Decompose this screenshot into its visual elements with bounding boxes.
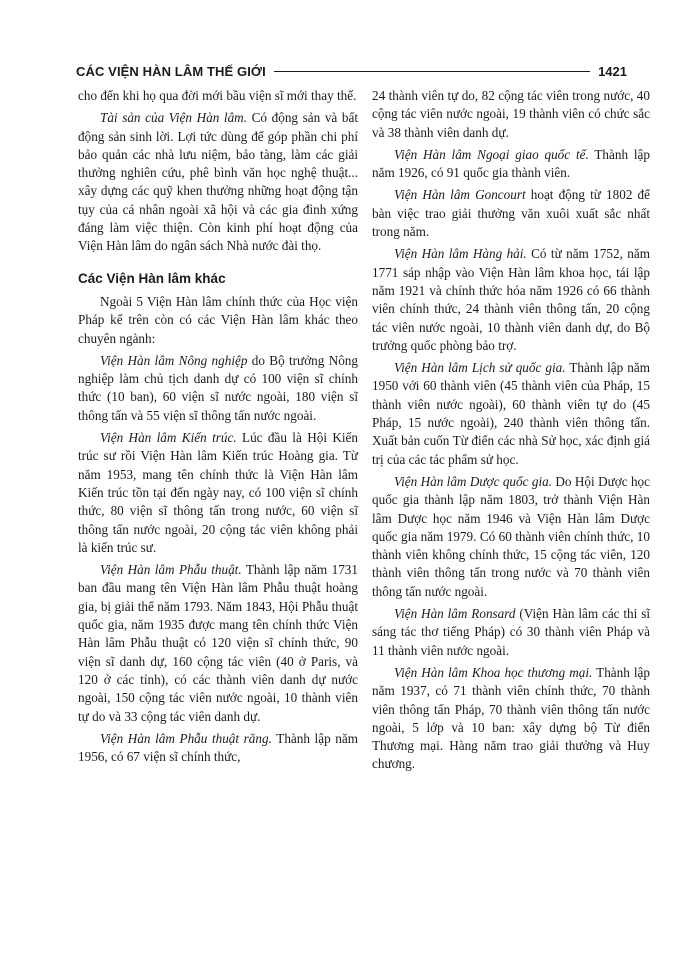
entry-title: Viện Hàn lâm Phẫu thuật răng. bbox=[100, 730, 272, 746]
header-rule bbox=[274, 71, 590, 72]
entry-agriculture bbox=[78, 352, 358, 425]
entry-pharmacy bbox=[372, 473, 650, 601]
entry-title: Viện Hàn lâm Dược quốc gia. bbox=[394, 473, 553, 489]
paragraph-text: Do Hội Dược học quốc gia thành lập năm 1803, trở thành Viện Hàn lâm Dược học năm 1946 và Viện Hàn lâm Dược quốc gia năm 1979. Có 60 thành viên chính thức, 10 thành viên không chính thức, 15 cộng tác viên, 120 thành viên thông tấn trong nước và 70 thành viên thông tấn nước ngoài. bbox=[372, 473, 651, 599]
entry-title: Viện Hàn lâm Lịch sử quốc gia. bbox=[394, 360, 566, 376]
running-title: CÁC VIỆN HÀN LÂM THẾ GIỚI bbox=[76, 63, 266, 79]
paragraph-text: do Bộ trưởng Nông nghiệp làm chủ tịch danh dự có 100 viện sĩ chính thức (10 ban), 60 viện sĩ nước ngoài, 180 viện sĩ thông tấn và 55 viện sĩ thông tấn nước ngoài. bbox=[78, 352, 358, 423]
paragraph-text: Thành lập năm 1926, có 91 quốc gia thành viên. bbox=[372, 146, 650, 181]
entry-surgery bbox=[78, 561, 358, 726]
entry-ronsard bbox=[372, 605, 650, 660]
paragraph-assets bbox=[78, 109, 358, 255]
paragraph-text: Thành lập năm 1937, có 71 thành viên chính thức, 70 thành viên thông tấn Pháp, 70 thành viên thông tấn nước ngoài, 5 lớp và 10 ban: xây dựng bộ Từ điển Thương mại. Hàng năm trao giải thưởng và Huy chương. bbox=[372, 664, 650, 772]
paragraph-text: 24 thành viên tự do, 82 cộng tác viên trong nước, 40 cộng tác viên nước ngoài, 19 thành viên có chức sắc và 38 thành viên danh dự. bbox=[372, 88, 650, 140]
entry-maritime bbox=[372, 245, 650, 355]
entry-title: Viện Hàn lâm Ngoại giao quốc tế. bbox=[394, 146, 589, 162]
entry-title: Viện Hàn lâm Hàng hải. bbox=[394, 246, 527, 262]
left-column bbox=[78, 87, 358, 770]
entry-dental-surgery bbox=[78, 730, 358, 767]
paragraph-text: Ngoài 5 Viện Hàn lâm chính thức của Học viện Pháp kể trên còn có các Viện Hàn lâm khác theo chuyên ngành: bbox=[78, 293, 358, 346]
paragraph-text: hoạt động từ 1802 để bàn việc trao giải thưởng văn xuôi xuất sắc nhất trong năm. bbox=[372, 187, 650, 240]
paragraph-continuation bbox=[78, 87, 358, 105]
right-column bbox=[372, 87, 650, 778]
entry-title: Viện Hàn lâm Ronsard bbox=[394, 606, 516, 622]
paragraph-text: Có từ năm 1752, năm 1771 sáp nhập vào Viện Hàn lâm khoa học, tái lập năm 1921 và chính thức hóa năm 1926 có 66 thành viên chính thức, 24 thành viên thông tấn, 20 cộng tác viên nước ngoài, 10 thành viên danh dự, do Bộ trưởng quốc phòng bảo trợ. bbox=[372, 246, 650, 353]
entry-architecture bbox=[78, 429, 358, 557]
entry-title: Viện Hàn lâm Kiến trúc. bbox=[100, 430, 237, 446]
paragraph-intro bbox=[78, 293, 358, 348]
paragraph-text: Thành lập năm 1950 với 60 thành viên (45 thành viên của Pháp, 15 thành viên nước ngoài), 60 thành viên tự do (45 Pháp, 15 nước ngoài), 240 thành viên thông tấn. Xuất bản cuốn Từ điển các nhà Sử học, xác định giá trị của các tác phẩm sử học. bbox=[372, 360, 650, 467]
paragraph-text: Thành lập năm 1956, có 67 viện sĩ chính thức, bbox=[78, 730, 358, 765]
paragraph-text: (Viện Hàn lâm các thi sĩ sáng tác thơ tiếng Pháp) có 30 thành viên Pháp và 11 thành viên nước ngoài. bbox=[372, 606, 650, 658]
entry-title: Viện Hàn lâm Nông nghiệp bbox=[100, 352, 248, 368]
entry-title: Viện Hàn lâm Khoa học thương mại. bbox=[394, 664, 593, 680]
paragraph-text: cho đến khi họ qua đời mới bầu viện sĩ mới thay thế. bbox=[78, 88, 357, 103]
entry-diplomacy bbox=[372, 146, 650, 183]
entry-title: Viện Hàn lâm Phẫu thuật. bbox=[100, 562, 242, 578]
page-number: 1421 bbox=[598, 63, 627, 79]
entry-title: Viện Hàn lâm Goncourt bbox=[394, 187, 526, 203]
paragraph-text: Có động sản và bất động sản sinh lời. Lợi tức dùng để góp phần chi phí bảo quản các nhà lưu niệm, bảo tàng, làm các giải thưởng nghiên cứu, phê bình văn học nghệ thuật... xây dựng các quỹ khen thưởng những hoạt động tận tụy của cá nhân ngoài xã hội và các gia đình xứng đáng làm việc thiện. Còn kinh phí hoạt động của Viện Hàn lâm do ngân sách Nhà nước đài thọ. bbox=[78, 110, 358, 254]
entry-goncourt bbox=[372, 186, 650, 241]
paragraph-continuation bbox=[372, 87, 650, 142]
paragraph-text: Lúc đầu là Hội Kiến trúc sư rồi Viện Hàn lâm Kiến trúc Hoàng gia. Từ năm 1953, mang tên chính thức là Viện Hàn lâm Kiến trúc tồn tại đến ngày nay, có 100 viện sĩ chính thức, 80 viện sĩ thông tấn trong nước, 60 viện sĩ thông tấn nước ngoài, 20 cộng tác viên không phải là kiến trúc sư. bbox=[78, 430, 358, 555]
entry-title: Tài sản của Viện Hàn lâm. bbox=[100, 110, 248, 126]
section-heading: Các Viện Hàn lâm khác bbox=[78, 270, 226, 286]
paragraph-text: Thành lập năm 1731 ban đầu mang tên Viện Hàn lâm Phẫu thuật hoàng gia, bị giải thể năm 1793. Năm 1843, Hội Phẫu thuật quốc gia, năm 1935 được mang tên chính thức Viện Hàn lâm Phẫu thuật có 120 viện sĩ chính thức, 90 viện sĩ danh dự, 160 cộng tác viên (40 ở Paris, và 120 ở các tỉnh), có các thành viên danh dự nước ngoài, 150 cộng tác viên nước ngoài, 10 thành viên tự do và 33 cộng tác viên danh dự. bbox=[78, 562, 358, 724]
entry-national-history bbox=[372, 359, 650, 469]
running-header bbox=[76, 60, 627, 82]
entry-commerce bbox=[372, 664, 650, 774]
